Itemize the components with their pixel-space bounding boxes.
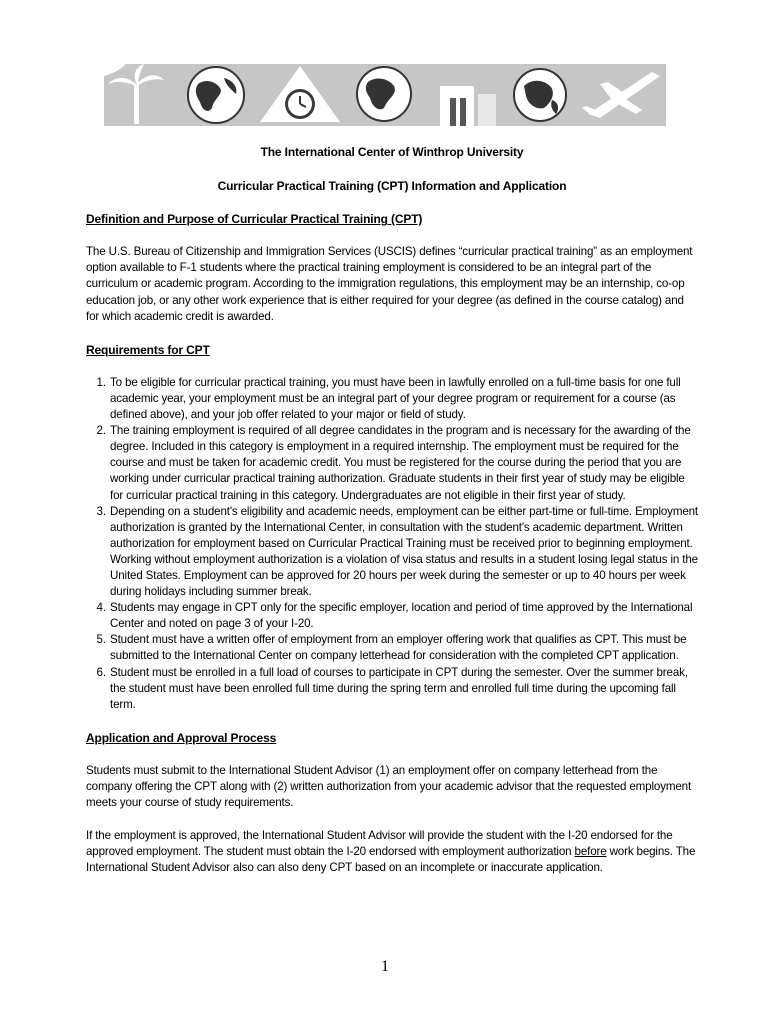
page-number: 1 bbox=[381, 958, 389, 975]
globe-icon bbox=[357, 67, 411, 121]
application-paragraph-1: Students must submit to the International Student Advisor (1) an employment offer on company letterhead from the company offering the CPT along with (2) written authorization from your academic advisor that the requested employment meets your course of study requirements. bbox=[86, 763, 692, 810]
definition-heading: Definition and Purpose of Curricular Practical Training (CPT) bbox=[86, 212, 423, 227]
before-underlined: before bbox=[574, 845, 607, 859]
requirement-item: 5. Student must have a written offer of employment from an employer offering work that qualifies as CPT. This must be submitted to the International Center on company letterhead for consideration with the completed CPT application. bbox=[109, 632, 698, 664]
clock-icon bbox=[285, 89, 315, 119]
document-title: Curricular Practical Training (CPT) Information and Application bbox=[217, 179, 567, 194]
requirement-item: 4. Students may engage in CPT only for the specific employer, location and period of time approved by the International Center and noted on page 3 of your I-20. bbox=[109, 600, 698, 632]
application-paragraph-2-start: If the employment is approved, the International Student Advisor will provide the student with the I-20 endorsed for the approved employment. The student must obtain the I-20 endorsed with employment authorization bbox=[86, 829, 673, 859]
document-body bbox=[86, 144, 698, 893]
globe-icon bbox=[188, 67, 244, 123]
globe-icon bbox=[514, 69, 566, 121]
institution-title: The International Center of Winthrop University bbox=[260, 145, 524, 159]
requirements-heading: Requirements for CPT bbox=[86, 342, 210, 357]
requirement-item: 2. The training employment is required of all degree candidates in the program and is necessary for the awarding of the degree. Included in this category is employment in a required internship. The employment must be required for the course and must be taken for academic credit. You must be registered for the course during the period that you are working under curricular practical training authorization. Graduate students in their first year of study may be eligible for curricular practical training in this category. Undergraduates are not eligible in their first year of study. bbox=[109, 423, 698, 503]
definition-paragraph: The U.S. Bureau of Citizenship and Immigration Services (USCIS) defines “curricular practical training” as an employment option available to F-1 students where the practical training employment is considered to be an integral part of the curriculum or academic program. According to the immigration regulations, this employment may be an internship, co-op education job, or any other work experience that is either required for your degree (as defined in the course catalog) and for which academic credit is awarded. bbox=[86, 245, 693, 323]
application-heading: Application and Approval Process bbox=[86, 730, 277, 745]
requirement-item: 1. To be eligible for curricular practical training, you must have been in lawfully enrolled on a full-time basis for one full academic year, your employment must be an integral part of your degree program or requirement for a course (as defined above), and your job offer related to your major or field of study. bbox=[109, 375, 698, 423]
requirement-item: 3. Depending on a student's eligibility and academic needs, employment can be either part-time or full-time. Employment authorization is granted by the International Center, in consultation with the student's academic department. Written authorization for employment based on Curricular Practical Training must be received prior to beginning employment. Working without employment authorization is a violation of visa status and results in a student losing legal status in the United States. Employment can be approved for 20 hours per week during the semester or up to 40 hours per week during holidays including summer break. bbox=[109, 504, 698, 601]
requirement-item: 6. Student must be enrolled in a full load of courses to participate in CPT during the semester. Over the summer break, the student must have been enrolled full time during the spring term and enrolled full time during the upcoming fall term. bbox=[109, 665, 698, 713]
requirements-list bbox=[86, 375, 698, 713]
application-paragraph-2-end: work begins. The International Student Advisor also can also deny CPT based on an incomplete or inaccurate application. bbox=[86, 845, 696, 875]
application-paragraph-2 bbox=[86, 828, 698, 876]
header-banner bbox=[104, 64, 666, 126]
